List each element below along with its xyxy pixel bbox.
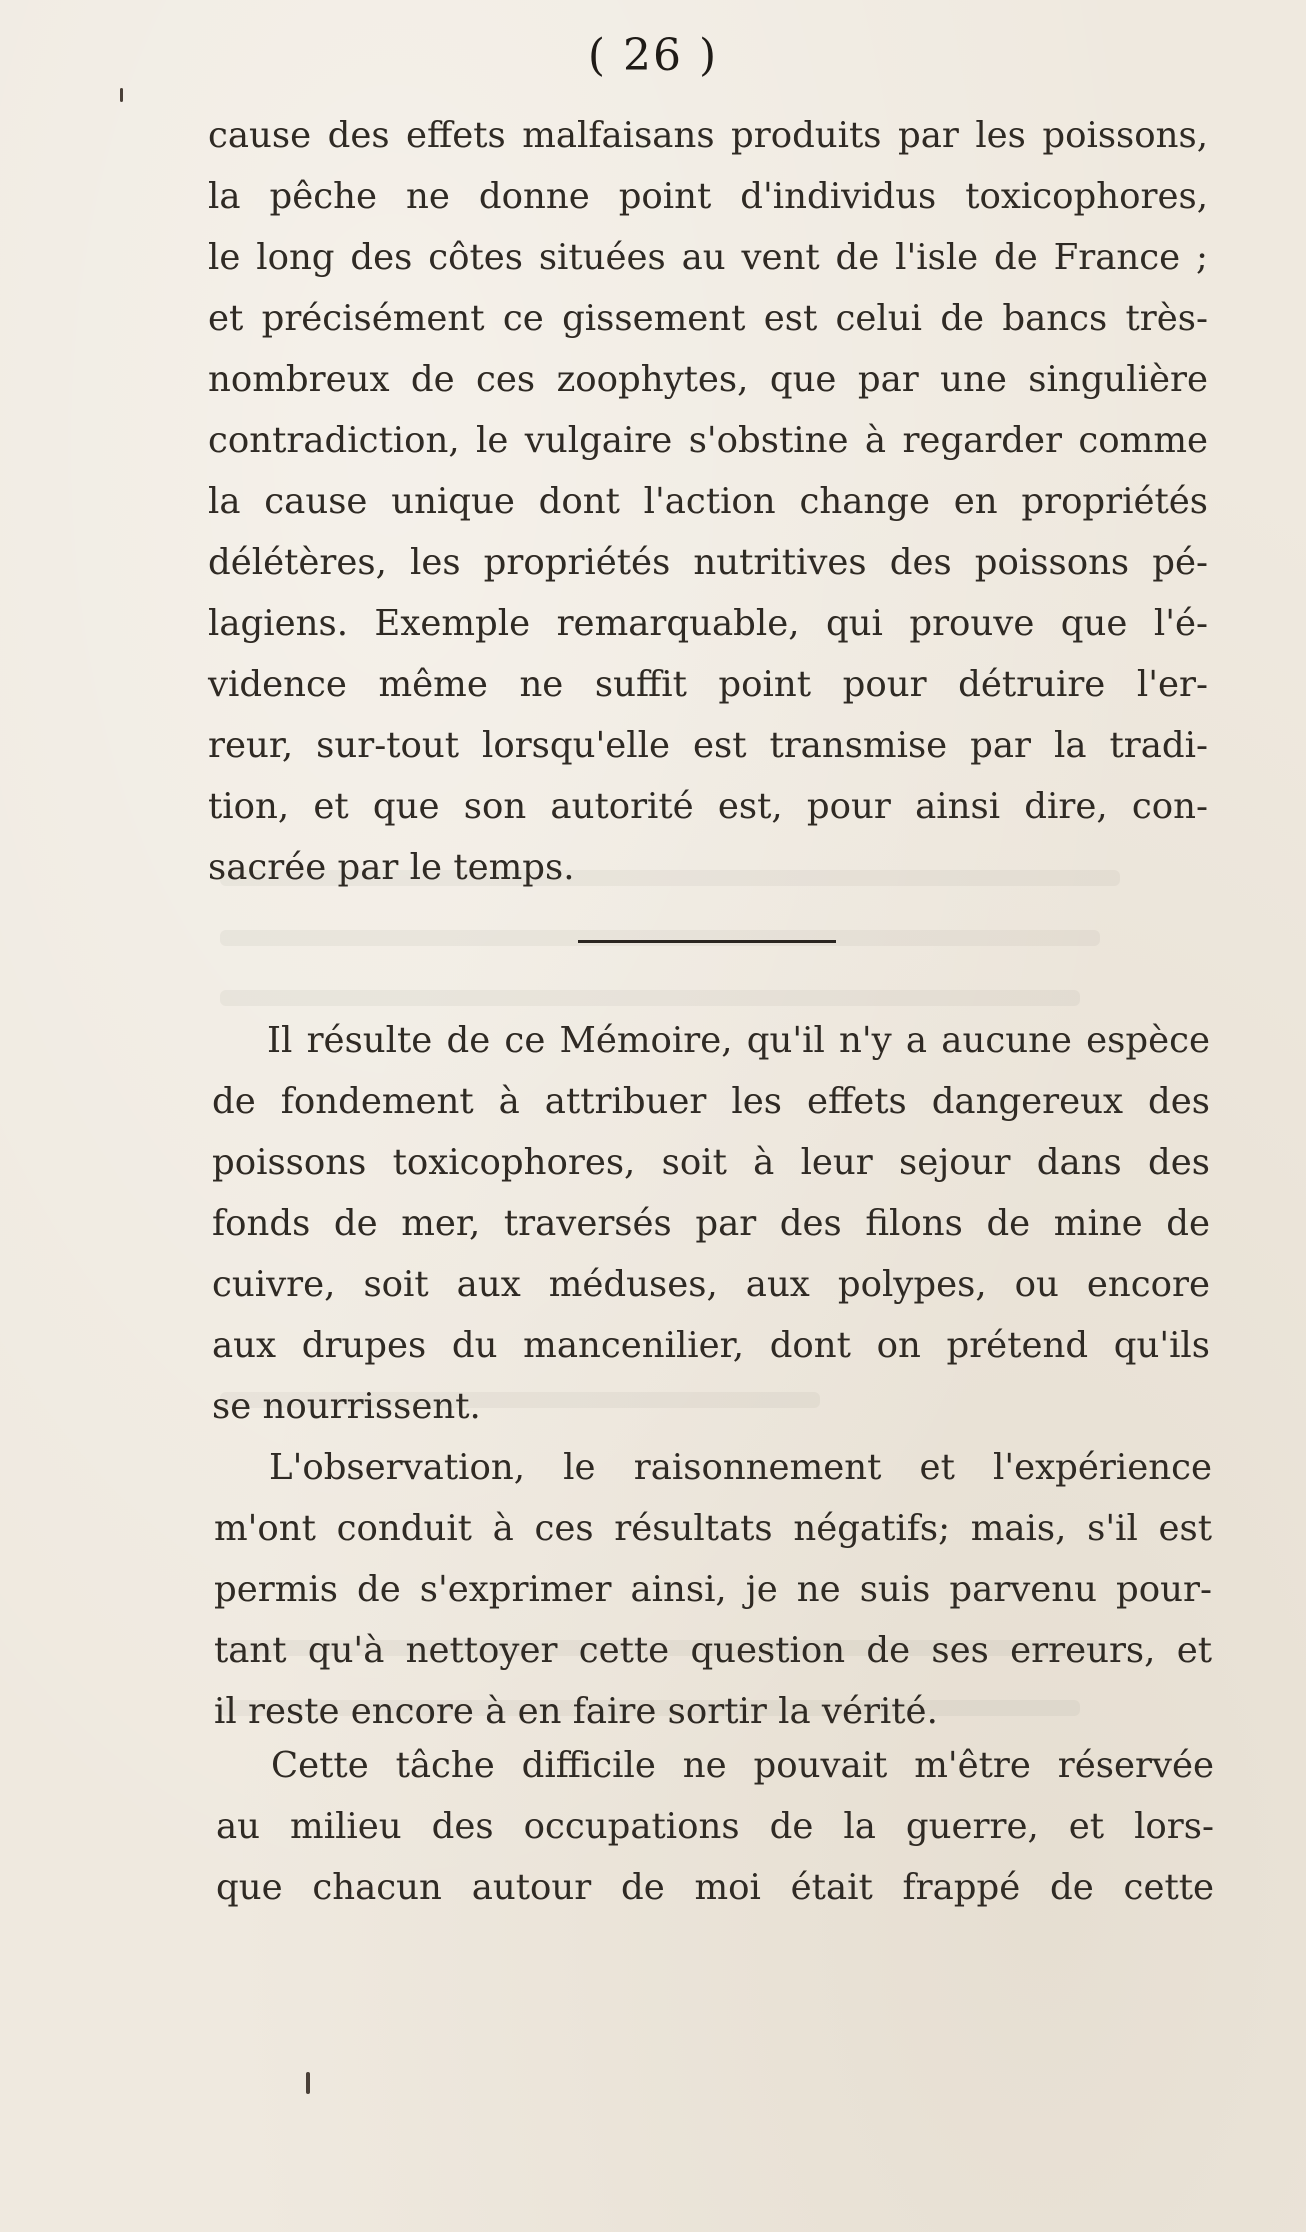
text-line: la cause unique dont l'action change en propriétés: [208, 481, 1208, 522]
paragraph-3: [214, 1437, 1212, 1742]
bleed-through-mark: [220, 930, 1100, 946]
text-line: L'observation, le raisonnement et l'expérience: [269, 1447, 1212, 1488]
text-line: nombreux de ces zoophytes, que par une singulière: [208, 359, 1208, 400]
paragraph-2: [212, 1010, 1210, 1437]
text-line: lagiens. Exemple remarquable, qui prouve que l'é-: [208, 603, 1208, 644]
text-line: le long des côtes situées au vent de l'isle de France ;: [208, 237, 1208, 278]
text-line: permis de s'exprimer ainsi, je ne suis parvenu pour-: [214, 1569, 1212, 1610]
text-line: cause des effets malfaisans produits par les poissons,: [208, 115, 1208, 156]
section-separator: [578, 940, 836, 943]
text-line: tion, et que son autorité est, pour ainsi dire, con-: [208, 786, 1208, 827]
ink-speck: [306, 2072, 310, 2094]
text-line: contradiction, le vulgaire s'obstine à regarder comme: [208, 420, 1208, 461]
ink-speck: [120, 88, 123, 102]
text-line: Il résulte de ce Mémoire, qu'il n'y a aucune espèce: [267, 1020, 1210, 1061]
paragraph-4: [216, 1735, 1214, 1918]
text-line: de fondement à attribuer les effets dangereux des: [212, 1081, 1210, 1122]
text-line: que chacun autour de moi était frappé de cette: [216, 1867, 1214, 1908]
text-line: il reste encore à en faire sortir la vérité.: [214, 1691, 938, 1732]
text-line: sacrée par le temps.: [208, 847, 575, 888]
text-line: reur, sur-tout lorsqu'elle est transmise par la tradi-: [208, 725, 1208, 766]
bleed-through-mark: [220, 990, 1080, 1006]
text-line: au milieu des occupations de la guerre, et lors-: [216, 1806, 1214, 1847]
paragraph-1: [208, 105, 1208, 898]
text-line: Cette tâche difficile ne pouvait m'être réservée: [271, 1745, 1214, 1786]
text-line: vidence même ne suffit point pour détruire l'er-: [208, 664, 1208, 705]
text-line: et précisément ce gissement est celui de bancs très-: [208, 298, 1208, 339]
page-number: ( 26 ): [587, 30, 719, 81]
text-line: tant qu'à nettoyer cette question de ses erreurs, et: [214, 1630, 1212, 1671]
text-line: la pêche ne donne point d'individus toxicophores,: [208, 176, 1208, 217]
text-line: fonds de mer, traversés par des filons de mine de: [212, 1203, 1210, 1244]
text-line: cuivre, soit aux méduses, aux polypes, ou encore: [212, 1264, 1210, 1305]
text-line: m'ont conduit à ces résultats négatifs; mais, s'il est: [214, 1508, 1212, 1549]
text-line: se nourrissent.: [212, 1386, 481, 1427]
text-line: poissons toxicophores, soit à leur sejour dans des: [212, 1142, 1210, 1183]
text-line: aux drupes du mancenilier, dont on prétend qu'ils: [212, 1325, 1210, 1366]
text-line: délétères, les propriétés nutritives des poissons pé-: [208, 542, 1208, 583]
